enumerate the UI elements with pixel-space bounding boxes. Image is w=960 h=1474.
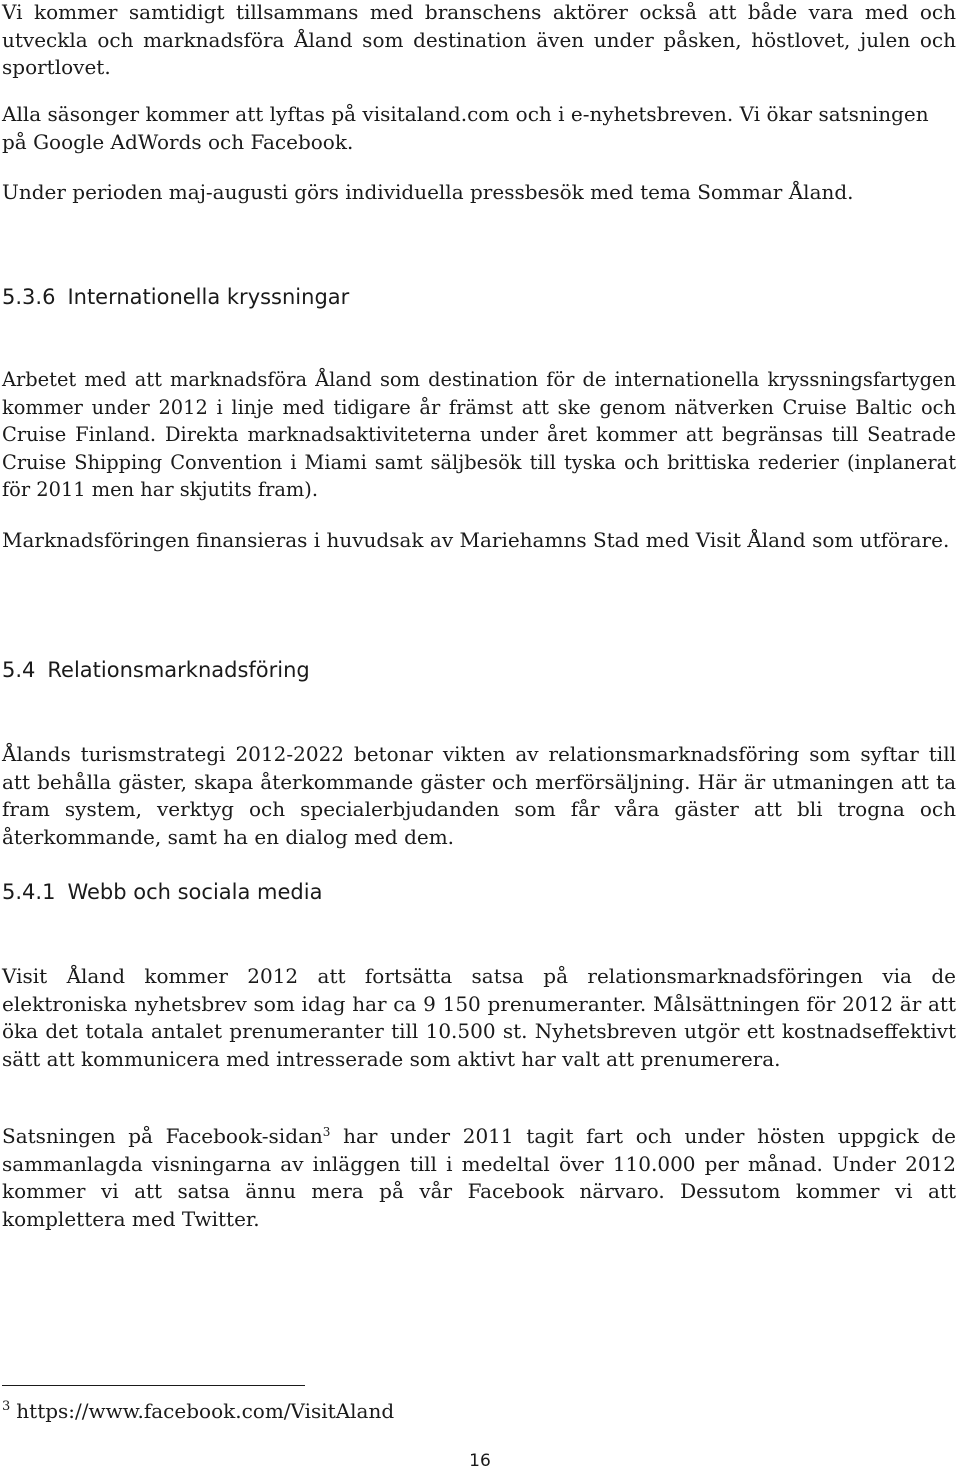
section-title: Internationella kryssningar: [67, 285, 350, 309]
footnote-reference[interactable]: 3: [322, 1125, 331, 1139]
facebook-text-start: Satsningen på Facebook-sidan: [2, 1124, 323, 1148]
section-number: 5.3.6: [2, 285, 56, 309]
facebook-paragraph: [2, 1123, 956, 1233]
section-heading-5-3-6: [2, 283, 349, 311]
section-title: Relationsmarknadsföring: [47, 658, 310, 682]
newsletter-paragraph: Visit Åland kommer 2012 att fortsätta satsa på relationsmarknadsföringen via de elektroniska nyhetsbrev som idag har ca 9 150 prenumeranter. Målsättningen för 2012 är att öka det totala antalet prenumeranter till 10.500 st. Nyhetsbreven utgör ett kostnadseffektivt sätt att kommunicera med intresserade som aktivt har valt att prenumerera.: [2, 964, 956, 1071]
section-number: 5.4: [2, 658, 36, 682]
intro-paragraph-press-visits: Under perioden maj-augusti görs individuella pressbesök med tema Sommar Åland.: [2, 180, 854, 204]
section-number: 5.4.1: [2, 880, 56, 904]
page-number: 16: [469, 1451, 491, 1471]
facebook-text-rest: har under 2011 tagit fart och under hösten uppgick de sammanlagda visningarna av inläggen till i medeltal över 110.000 per månad. Under 2012 kommer vi att satsa ännu mera på vår Facebook närvaro. Dessutom kommer vi att komplettera med Twitter.: [2, 1124, 956, 1231]
intro-paragraph-channels: Alla säsonger kommer att lyftas på visitaland.com och i e-nyhetsbreven. Vi ökar satsningen på Google AdWords och Facebook.: [2, 102, 929, 154]
cruise-financing-paragraph: Marknadsföringen finansieras i huvudsak av Mariehamns Stad med Visit Åland som utförare.: [2, 528, 950, 552]
footnote: [2, 1397, 394, 1425]
intro-paragraph-seasons: Vi kommer samtidigt tillsammans med branschens aktörer också att både vara med och utveckla och marknadsföra Åland som destination även under påsken, höstlovet, julen och sportlovet.: [2, 0, 956, 79]
footnote-divider: [2, 1385, 305, 1386]
footnote-link[interactable]: https://www.facebook.com/VisitAland: [16, 1399, 395, 1423]
section-heading-5-4: [2, 656, 310, 684]
footnote-marker: 3: [2, 1399, 11, 1414]
section-title: Webb och sociala media: [67, 880, 323, 904]
section-heading-5-4-1: [2, 878, 322, 906]
cruise-paragraph: Arbetet med att marknadsföra Åland som destination för de internationella kryssningsfartygen kommer under 2012 i linje med tidigare år främst att ske genom nätverken Cruise Baltic och Cruise Finland. Direkta marknadsaktiviteterna under året kommer att begränsas till Seatrade Cruise Shipping Convention i Miami samt säljbesök till tyska och brittiska rederier (inplanerat för 2011 men har skjutits fram).: [2, 368, 956, 501]
relationship-marketing-paragraph: Ålands turismstrategi 2012-2022 betonar vikten av relationsmarknadsföring som syftar till att behålla gäster, skapa återkommande gäster och merförsäljning. Här är utmaningen att ta fram system, verktyg och specialerbjudanden som får våra gäster att bli trogna och återkommande, samt ha en dialog med dem.: [2, 742, 956, 849]
